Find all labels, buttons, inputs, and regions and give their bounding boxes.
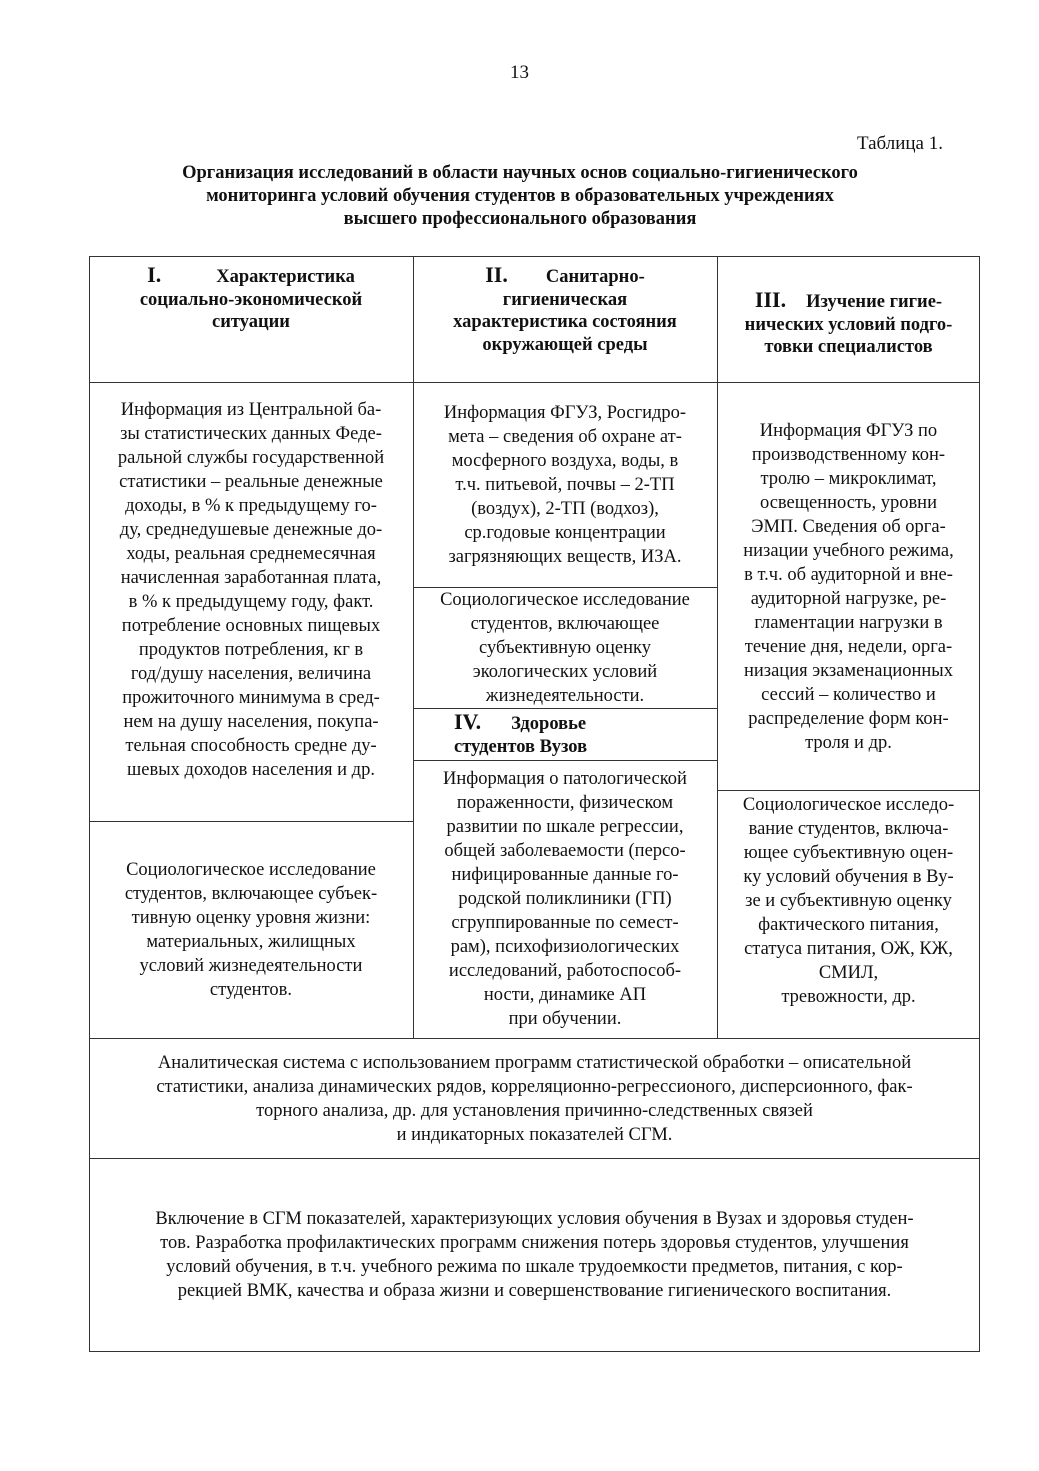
text-line: рам), психофизиологических bbox=[450, 937, 680, 957]
table-title bbox=[100, 162, 940, 231]
cell-production-control bbox=[718, 383, 979, 790]
text-line: СМИЛ, bbox=[818, 963, 879, 983]
text-line: аудиторной нагрузке, ре- bbox=[750, 588, 947, 609]
text-line: прожиточного минимума в сред- bbox=[122, 688, 380, 708]
text-line: нем на душу населения, покупа- bbox=[123, 712, 379, 732]
cell-analytics-system bbox=[90, 1039, 979, 1158]
cell-environment-monitoring bbox=[414, 383, 716, 587]
text-line: в т.ч. об аудиторной и вне- bbox=[744, 564, 953, 585]
text-line: и индикаторных показателей СГМ. bbox=[396, 1124, 673, 1145]
text-line: освещенность, уровни bbox=[759, 492, 937, 513]
text-line: Социологическое исследо- bbox=[742, 795, 955, 815]
text-line: субъективную оценку bbox=[478, 638, 651, 658]
text-line: тивную оценку уровня жизни: bbox=[131, 907, 371, 928]
text-line: Социологическое исследование bbox=[126, 859, 376, 880]
header-line bbox=[453, 264, 677, 289]
text-line: общей заболеваемости (персо- bbox=[444, 841, 686, 861]
cell-federal-statistics bbox=[90, 398, 412, 798]
header-line-text: Здоровье bbox=[511, 714, 587, 734]
text-line: материальных, жилищных bbox=[146, 931, 356, 952]
text-line: вание студентов, включа- bbox=[748, 819, 949, 839]
text-line: экологических условий bbox=[472, 662, 658, 682]
header-numeral: I. bbox=[147, 262, 162, 287]
text-line: сгруппированные по семест- bbox=[451, 913, 679, 933]
text-line: тельная способность средне ду- bbox=[125, 736, 377, 756]
text-line: тролю – микроклимат, bbox=[760, 468, 937, 489]
text-line: ющее субъективную оцен- bbox=[743, 843, 954, 863]
text-line: Включение в СГМ показателей, характеризующих условия обучения в Вузах и здоровья студен- bbox=[155, 1209, 914, 1229]
text-line: ходы, реальная среднемесячная bbox=[126, 544, 376, 564]
header-sanitary bbox=[414, 264, 716, 376]
header-line: окружающей среды bbox=[482, 334, 648, 355]
text-line: течение дня, недели, орга- bbox=[744, 636, 953, 657]
header-line: товки специалистов bbox=[764, 337, 933, 358]
text-line: пораженности, физическом bbox=[456, 793, 674, 813]
text-line: т.ч. питьевой, почвы – 2-ТП bbox=[455, 475, 675, 495]
text-line: в % к предыдущему году, факт. bbox=[128, 592, 374, 612]
title-line: Организация исследований в области научных основ социально-гигиенического bbox=[182, 163, 858, 183]
text-line: Информация о патологической bbox=[443, 769, 687, 789]
text-line: торного анализа, др. для установления причинно-следственных связей bbox=[256, 1100, 813, 1121]
text-line: ду, среднедушевые денежные до- bbox=[119, 520, 383, 540]
text-line: нифицированные данные го- bbox=[451, 865, 679, 885]
cell-sgm-inclusion bbox=[90, 1159, 979, 1351]
text-line: начисленная заработанная плата, bbox=[120, 568, 382, 588]
text-line: доходы, в % к предыдущему го- bbox=[125, 496, 377, 516]
header-line bbox=[454, 711, 587, 736]
title-line: мониторинга условий обучения студентов в образовательных учреждениях bbox=[206, 186, 834, 206]
text-line: студентов. bbox=[209, 979, 293, 1000]
text-line: Социологическое исследование bbox=[440, 590, 690, 610]
text-line: зы статистических данных Феде- bbox=[120, 424, 382, 444]
text-line: исследований, работоспособ- bbox=[448, 961, 682, 981]
header-line-text: Санитарно- bbox=[545, 267, 645, 287]
header-numeral: II. bbox=[485, 262, 508, 287]
header-line: студентов Вузов bbox=[454, 736, 588, 757]
text-line: тревожности, др. bbox=[781, 987, 916, 1007]
header-student-health bbox=[414, 709, 716, 760]
text-line: мета – сведения об охране ат- bbox=[448, 427, 682, 447]
text-line: статистики, анализа динамических рядов, корреляционно-регрессионого, дисперсионного, фак- bbox=[156, 1076, 913, 1097]
header-numeral: III. bbox=[754, 287, 787, 313]
text-line: родской поликлиники (ГП) bbox=[458, 889, 672, 909]
header-line bbox=[140, 264, 362, 289]
text-line: зе и субъективную оценку bbox=[745, 891, 952, 911]
text-line: Аналитическая система с использованием программ статистической обработки – описательной bbox=[157, 1052, 912, 1073]
header-socioeconomic bbox=[90, 264, 412, 354]
text-line: распределение форм кон- bbox=[748, 708, 949, 729]
text-line: Информация из Центральной ба- bbox=[120, 400, 382, 420]
text-line: низации учебного режима, bbox=[743, 540, 954, 561]
text-line: ности, динамике АП bbox=[483, 985, 647, 1005]
text-line: ЭМП. Сведения об орга- bbox=[751, 516, 946, 537]
text-line: троля и др. bbox=[805, 732, 892, 753]
header-line-text: Характеристика bbox=[216, 267, 355, 287]
text-line: развитии по шкале регрессии, bbox=[446, 817, 684, 837]
text-line: потребление основных пищевых bbox=[121, 616, 381, 636]
header-numeral: IV. bbox=[454, 709, 482, 734]
text-line: ральной службы государственной bbox=[117, 448, 385, 468]
header-training bbox=[718, 268, 979, 380]
cell-ecology-survey bbox=[414, 588, 716, 708]
table-label: Таблица 1. bbox=[856, 133, 943, 154]
cell-living-standard-survey bbox=[90, 822, 412, 1037]
header-line bbox=[745, 289, 953, 314]
text-line: при обучении. bbox=[508, 1009, 622, 1029]
text-line: фактического питания, bbox=[758, 915, 939, 935]
text-line: студентов, включающее bbox=[470, 614, 660, 634]
text-line: жизнедеятельности. bbox=[485, 686, 645, 706]
header-line: характеристика состояния bbox=[453, 312, 677, 332]
text-line: рекцией ВМК, качества и образа жизни и совершенствование гигиенического воспитания. bbox=[177, 1281, 892, 1301]
text-line: шевых доходов населения и др. bbox=[127, 760, 375, 780]
text-line: продуктов потребления, кг в bbox=[138, 640, 364, 660]
text-line: условий обучения, в т.ч. учебного режима по шкале трудоемкости предметов, питания, с кор- bbox=[166, 1257, 903, 1277]
text-line: производственному кон- bbox=[751, 444, 946, 465]
text-line: гламентации нагрузки в bbox=[754, 612, 943, 633]
text-line: студентов, включающее субъек- bbox=[124, 883, 378, 904]
text-line: статуса питания, ОЖ, КЖ, bbox=[744, 939, 953, 959]
text-line: ср.годовые концентрации bbox=[464, 523, 666, 543]
text-line: тов. Разработка профилактических программ снижения потерь здоровья студентов, улучшения bbox=[160, 1233, 909, 1253]
cell-morbidity-data bbox=[414, 761, 716, 1037]
text-line: Информация ФГУЗ по bbox=[759, 420, 938, 441]
text-line: низация экзаменационных bbox=[743, 660, 953, 681]
header-line: социально-экономической bbox=[139, 289, 363, 310]
text-line: (воздух), 2-ТП (водхоз), bbox=[471, 499, 659, 519]
page-number: 13 bbox=[510, 62, 529, 83]
header-line: ситуации bbox=[212, 312, 290, 332]
text-line: ку условий обучения в Ву- bbox=[743, 867, 954, 887]
header-line: гигиеническая bbox=[502, 289, 628, 310]
text-line: загрязняющих веществ, ИЗА. bbox=[448, 547, 682, 567]
cell-learning-conditions-survey bbox=[718, 791, 979, 1021]
title-line: высшего профессионального образования bbox=[343, 209, 697, 229]
header-line: нических условий подго- bbox=[744, 314, 953, 335]
header-line-text: Изучение гигие- bbox=[806, 292, 943, 313]
text-line: сессий – количество и bbox=[761, 684, 936, 705]
text-line: Информация ФГУЗ, Росгидро- bbox=[443, 403, 687, 423]
text-line: мосферного воздуха, воды, в bbox=[451, 451, 679, 471]
text-line: статистики – реальные денежные bbox=[119, 472, 383, 492]
text-line: условий жизнедеятельности bbox=[139, 955, 363, 976]
text-line: год/душу населения, величина bbox=[130, 664, 372, 684]
